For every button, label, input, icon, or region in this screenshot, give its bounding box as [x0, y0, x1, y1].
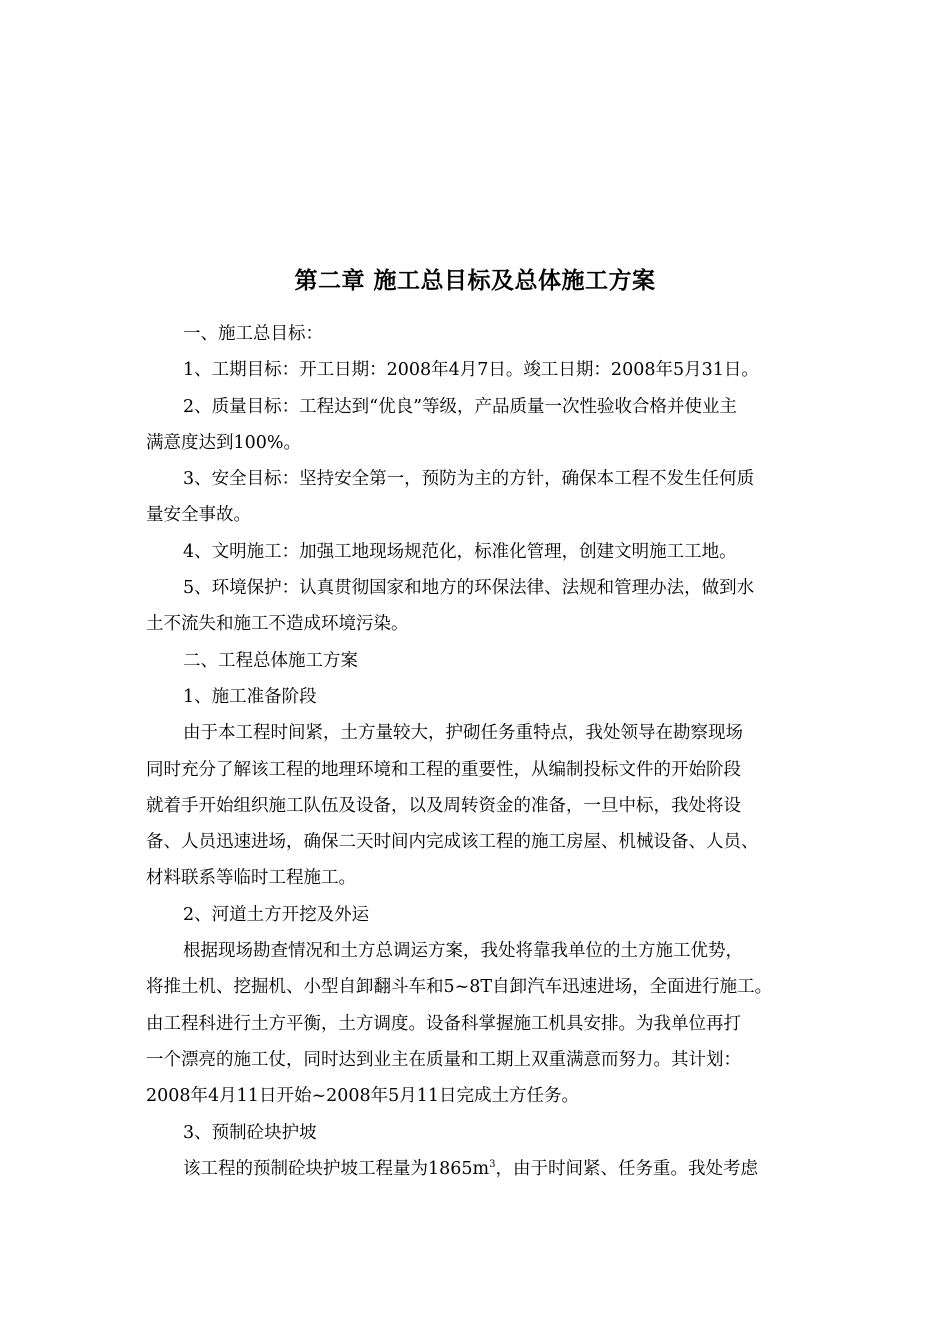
- paragraph-quality-goal-cont: 满意度达到100%。: [146, 432, 302, 453]
- paragraph-preparation-line-3: 就着手开始组织施工队伍及设备，以及周转资金的准备，一旦中标，我处将设: [146, 795, 741, 816]
- paragraph-earthwork: 根据现场勘查情况和土方总调运方案，我处将靠我单位的土方施工优势，: [183, 941, 743, 962]
- paragraph-quality-goal: 2、质量目标：工程达到“优良”等级，产品质量一次性验收合格并使业主: [183, 396, 738, 417]
- document-body: [146, 316, 826, 1187]
- subheading-preparation: 1、施工准备阶段: [183, 686, 317, 707]
- paragraph-earthwork-line-5: 2008年4月11日开始~2008年5月11日完成土方任务。: [146, 1086, 580, 1107]
- paragraph-environment-cont: 土不流失和施工不造成环境污染。: [146, 614, 409, 635]
- revetment-text-end: ，由于时间紧、任务重。我处考虑: [495, 1158, 759, 1179]
- paragraph-schedule-goal: 1、工期目标：开工日期：2008年4月7日。竣工日期：2008年5月31日。: [183, 360, 759, 381]
- paragraph-earthwork-line-3: 由工程科进行土方平衡，土方调度。设备科掌握施工机具安排。为我单位再打: [146, 1013, 741, 1034]
- section-heading-plan: 二、工程总体施工方案: [183, 650, 358, 671]
- paragraph-earthwork-line-4: 一个漂亮的施工仗，同时达到业主在质量和工期上双重满意而努力。其计划：: [146, 1049, 741, 1070]
- subheading-precast-revetment: 3、预制砼块护坡: [183, 1122, 317, 1143]
- paragraph-earthwork-line-2: 将推土机、挖掘机、小型自卸翻斗车和5~8T自卸汽车迅速进场，全面进行施工。: [146, 977, 773, 998]
- paragraph-civilized-construction: 4、文明施工：加强工地现场规范化，标准化管理，创建文明施工工地。: [183, 541, 737, 562]
- section-heading-goals: 一、施工总目标：: [183, 324, 323, 344]
- revetment-text-start: 该工程的预制砼块护坡工程量为1865m: [183, 1158, 490, 1179]
- paragraph-precast-revetment: [146, 1151, 826, 1187]
- paragraph-preparation-line-2: 同时充分了解该工程的地理环境和工程的重要性，从编制投标文件的开始阶段: [146, 759, 741, 780]
- paragraph-safety-goal: 3、安全目标：坚持安全第一，预防为主的方针，确保本工程不发生任何质: [183, 469, 755, 490]
- superscript-cubic: 3: [489, 1159, 496, 1170]
- paragraph-preparation-line-5: 材料联系等临时工程施工。: [146, 868, 356, 889]
- paragraph-preparation: 由于本工程时间紧，土方量较大，护砌任务重特点，我处领导在勘察现场: [183, 723, 743, 744]
- paragraph-preparation-line-4: 备、人员迅速进场，确保二天时间内完成该工程的施工房屋、机械设备、人员、: [146, 832, 759, 853]
- paragraph-environment: 5、环境保护：认真贯彻国家和地方的环保法律、法规和管理办法，做到水: [183, 578, 755, 599]
- paragraph-safety-goal-cont: 量安全事故。: [146, 505, 251, 526]
- subheading-earthwork: 2、河道土方开挖及外运: [183, 904, 370, 925]
- chapter-title: 第二章 施工总目标及总体施工方案: [294, 267, 656, 294]
